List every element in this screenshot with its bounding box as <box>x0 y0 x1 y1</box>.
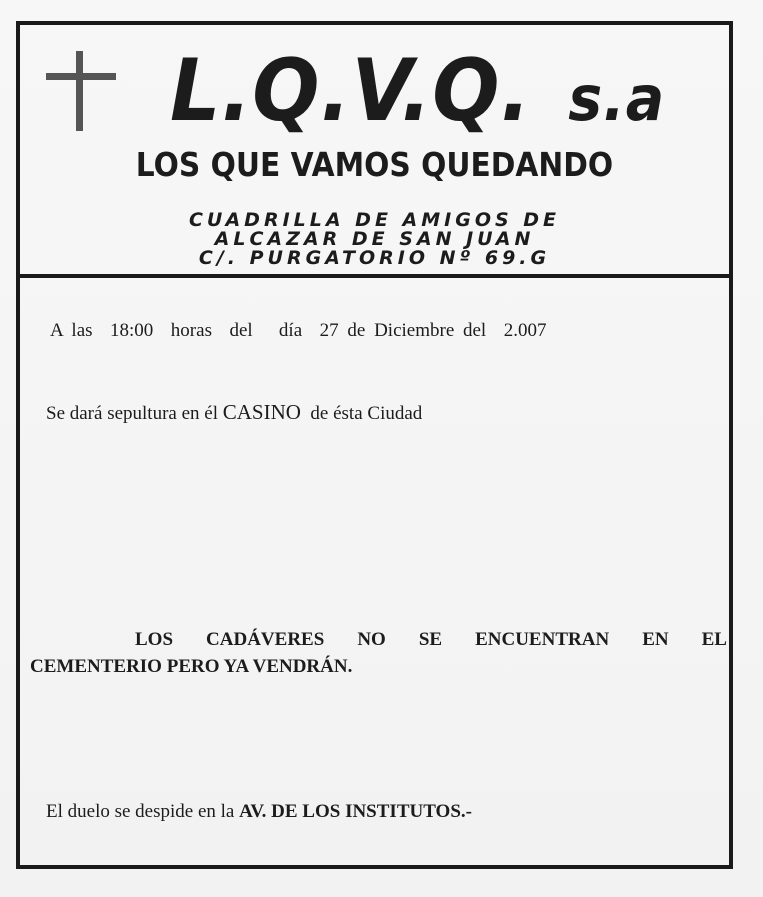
notice-word: LOS <box>135 629 174 650</box>
notice-line-2: CEMENTERIO PERO YA VENDRÁN. <box>30 656 353 677</box>
notice-paragraph <box>30 626 727 680</box>
brand-motto: LOS QUE VAMOS QUEDANDO <box>135 145 614 184</box>
burial-prefix: Se dará sepultura en él <box>46 403 223 424</box>
farewell-line <box>46 801 472 823</box>
notice-word: EN <box>642 629 669 650</box>
farewell-place: AV. DE LOS INSTITUTOS.- <box>239 801 472 822</box>
notice-word: ENCUENTRAN <box>475 629 610 650</box>
obituary-frame <box>16 21 733 869</box>
brand-title <box>170 41 665 149</box>
burial-place: CASINO <box>222 400 301 424</box>
notice-line-1 <box>30 626 727 653</box>
group-address <box>20 211 729 268</box>
notice-word: EL <box>701 629 727 650</box>
group-line: C/. PURGATORIO Nº 69.G <box>198 247 551 269</box>
group-line: ALCAZAR DE SAN JUAN <box>214 228 535 250</box>
group-line: CUADRILLA DE AMIGOS DE <box>188 209 561 231</box>
cross-icon <box>46 51 116 131</box>
brand-name: L.Q.V.Q. <box>170 41 532 141</box>
burial-suffix: de ésta Ciudad <box>300 403 423 424</box>
notice-word: NO <box>357 629 386 650</box>
farewell-prefix: El duelo se despide en la <box>46 801 240 822</box>
event-time: A las 18:00 horas del día 27 de Diciembre del 2.007 <box>50 320 547 341</box>
brand-suffix: s.a <box>568 62 666 135</box>
notice-word: SE <box>418 629 443 650</box>
burial-line <box>46 400 422 425</box>
notice-word: CADÁVERES <box>206 629 325 650</box>
obituary-header <box>20 25 729 278</box>
